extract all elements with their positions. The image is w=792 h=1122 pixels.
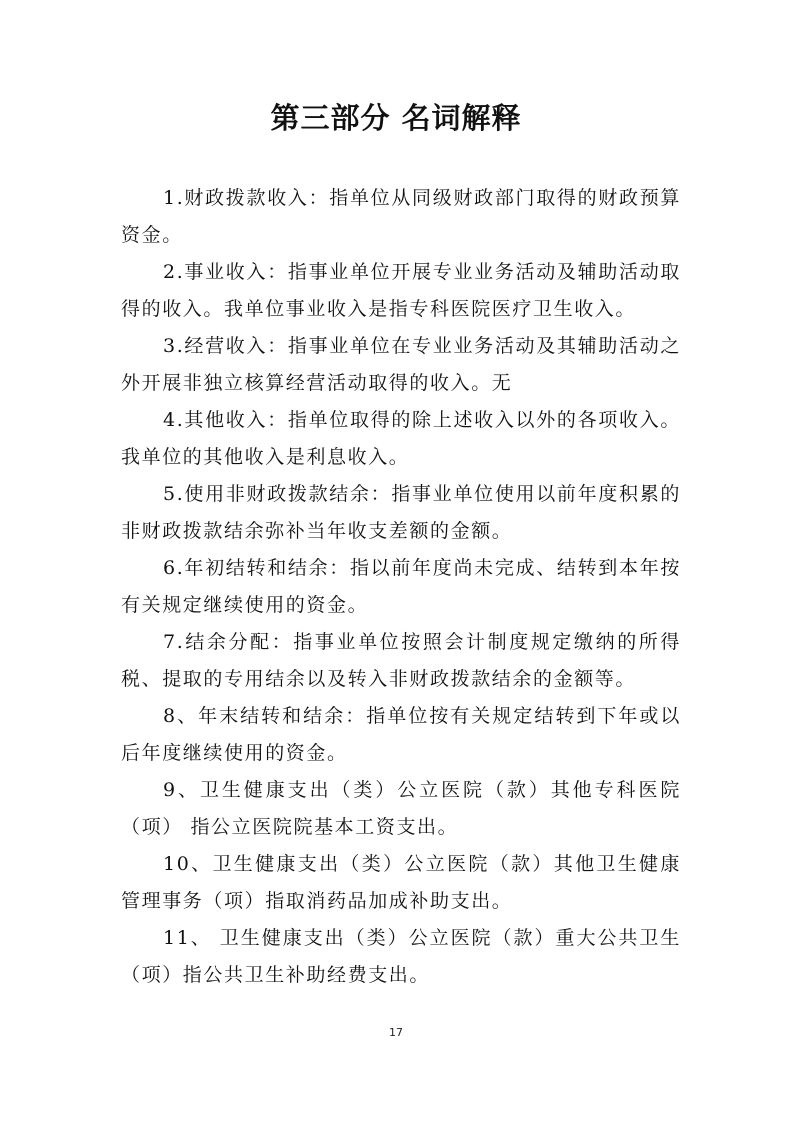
definition-paragraph-10: 10、卫生健康支出（类）公立医院（款）其他卫生健康管理事务（项）指取消药品加成补助支出。 [121,853,681,912]
definition-paragraph-5: 5.使用非财政拨款结余：指事业单位使用以前年度积累的非财政拨款结余弥补当年收支差额的金额。 [121,483,681,542]
definitions-body [121,180,681,994]
definition-paragraph-6: 6.年初结转和结余：指以前年度尚未完成、结转到本年按有关规定继续使用的资金。 [121,557,681,616]
definition-paragraph-4: 4.其他收入：指单位取得的除上述收入以外的各项收入。我单位的其他收入是利息收入。 [121,409,681,468]
page-number: 17 [389,1026,403,1039]
page-title: 第三部分 名词解释 [270,101,522,135]
definition-paragraph-7: 7.结余分配：指事业单位按照会计制度规定缴纳的所得税、提取的专用结余以及转入非财政拨款结余的金额等。 [121,631,681,690]
definition-paragraph-9: 9、卫生健康支出（类）公立医院（款）其他专科医院（项） 指公立医院院基本工资支出。 [121,779,681,838]
definition-paragraph-2: 2.事业收入：指事业单位开展专业业务活动及辅助活动取得的收入。我单位事业收入是指专科医院医疗卫生收入。 [121,261,681,320]
definition-paragraph-11: 11、 卫生健康支出（类）公立医院（款）重大公共卫生（项）指公共卫生补助经费支出。 [121,927,681,986]
definition-paragraph-3: 3.经营收入：指事业单位在专业业务活动及其辅助活动之外开展非独立核算经营活动取得的收入。无 [121,335,681,394]
definition-paragraph-1: 1.财政拨款收入：指单位从同级财政部门取得的财政预算资金。 [121,187,681,246]
definition-paragraph-8: 8、年末结转和结余：指单位按有关规定结转到下年或以后年度继续使用的资金。 [121,705,681,764]
